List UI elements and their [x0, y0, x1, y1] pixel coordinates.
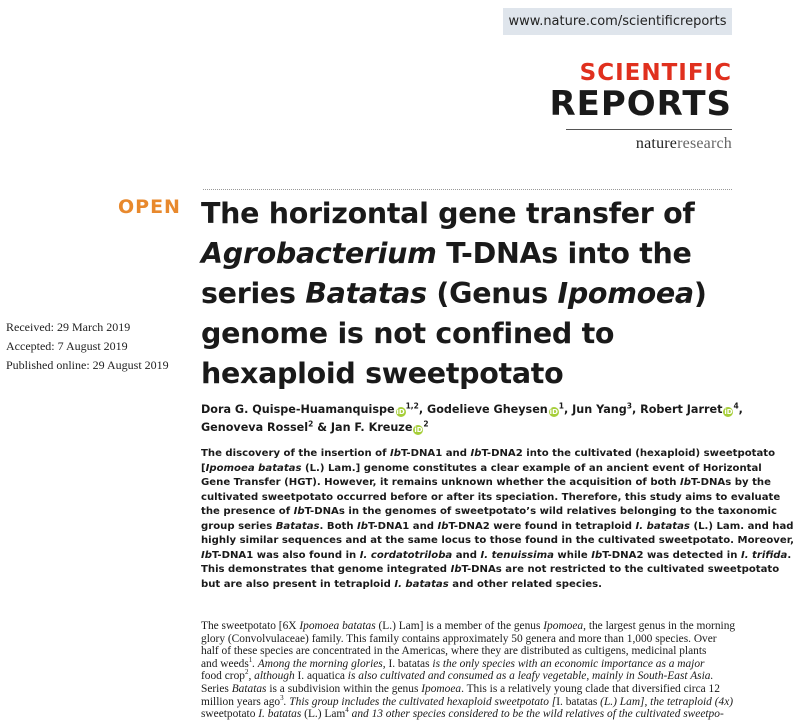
text-segment: is a subdivision within the genus — [266, 682, 422, 695]
text-line — [201, 476, 771, 491]
affiliation-sup: 2 — [308, 419, 314, 429]
text-italic: Ib — [470, 448, 482, 459]
text-segment: and other related species. — [448, 578, 602, 590]
text-line — [201, 447, 776, 462]
text-italic: is the only species with an economic importance as a major — [429, 657, 705, 670]
text-segment: while — [553, 549, 592, 561]
title-line — [201, 194, 741, 234]
affiliation-sup: 1 — [558, 401, 564, 411]
text-italic: Batatas — [275, 520, 320, 532]
text-segment: sweetpotato — [201, 708, 259, 721]
affiliation-sup: 1,2 — [405, 401, 419, 411]
text-segment: I. aquatica — [297, 670, 345, 683]
text-line — [201, 549, 792, 564]
text-line — [201, 708, 738, 721]
author-name[interactable]: Dora G. Quispe-Huamanquispe — [201, 403, 395, 416]
journal-logo-reports: REPORTS — [549, 84, 732, 124]
text-italic: I. trifida — [740, 549, 788, 561]
text-italic: Ib — [201, 549, 212, 561]
text-italic: Ib — [450, 564, 462, 575]
text-italic: Ipomoea batatas — [299, 620, 376, 632]
text-line — [201, 505, 777, 520]
reference-sup[interactable]: 3 — [280, 693, 284, 702]
text-segment: highly similar sequences and at the same locus to those found in the cultivated sweetpotato. Moreover, — [201, 535, 794, 546]
text-segment: (L.) Lam. and had — [689, 520, 794, 532]
affiliation-sup: 4 — [733, 401, 739, 411]
text-segment: . This is a relatively young clade that diversified circa 12 — [461, 682, 720, 695]
author-name[interactable]: , Godelieve Gheysen — [418, 403, 548, 416]
text-italic: Ib — [357, 520, 369, 532]
text-line — [201, 645, 738, 658]
text-italic: I. tenuissima — [480, 549, 554, 561]
text-segment: T-DNA2 was detected in — [602, 549, 741, 561]
text-italic: (L.) Lam], the tetraploid (4x) — [597, 695, 734, 708]
text-italic: I. batatas — [394, 578, 449, 590]
orcid-icon[interactable]: iD — [396, 408, 405, 416]
text-segment: and — [452, 549, 481, 561]
text-segment: but are also present in tetraploid — [201, 578, 395, 590]
text-segment: The discovery of the insertion of — [201, 448, 390, 459]
text-segment: Gene Transfer (HGT). However, it remains unknown whether the acquisition of both — [201, 477, 681, 488]
text-segment: cultivated sweetpotato occurred before or after its speciation. Therefore, this study aims to evaluate — [201, 491, 781, 503]
text-segment: T-DNAs are not restricted to the cultivated sweetpotato — [461, 564, 780, 575]
text-segment: glory (Convolvulaceae) family. This family contains approximately 50 genera and more than 1,000 species. Over — [201, 632, 717, 645]
text-line — [201, 693, 738, 709]
text-segment: . — [787, 549, 792, 561]
text-segment: half of these species are concentrated in the Americas, where they are distributed as cultigens, medicinal plants — [201, 645, 707, 658]
text-italic: . This group includes the cultivated hexaploid sweetpotato [ — [283, 695, 557, 708]
text-segment: group series — [201, 520, 276, 532]
author-name[interactable]: , Robert Jarret — [631, 403, 723, 416]
text-italic: . Among the morning glories, — [252, 657, 389, 670]
text-segment: (L.) Lam.] genome constitutes a clear example of an ancient event of Horizontal — [301, 462, 762, 474]
text-italic: Batatas — [231, 682, 267, 695]
title-text: (Genus — [426, 277, 558, 310]
text-line — [201, 491, 781, 506]
text-segment: , the largest genus in the morning — [583, 620, 736, 632]
accepted-date: Accepted: 7 August 2019 — [6, 339, 128, 353]
text-italic: Ib — [390, 448, 401, 459]
journal-url-banner[interactable]: www.nature.com/scientificreports — [503, 8, 732, 35]
text-line — [201, 520, 794, 535]
text-segment: . Both — [319, 520, 358, 532]
text-italic: I. cordatotriloba — [359, 549, 453, 561]
text-segment: (L.) Lam] is a member of the genus — [375, 620, 544, 632]
journal-logo — [549, 60, 732, 124]
text-segment: T-DNAs in the genomes of sweetpotato’s wild relatives belonging to the taxonomic — [304, 506, 777, 517]
received-date: Received: 29 March 2019 — [6, 320, 131, 334]
title-text: hexaploid sweetpotato — [201, 357, 564, 390]
text-italic: Ib — [293, 506, 305, 517]
text-line — [201, 578, 738, 593]
reference-sup[interactable]: 4 — [345, 706, 349, 715]
publisher-logo-research: research — [677, 135, 732, 152]
text-line — [201, 620, 738, 633]
title-text: series — [201, 277, 306, 310]
author-line — [201, 419, 736, 437]
text-italic: Ipomoea — [421, 682, 462, 695]
author-name[interactable]: Genoveva Rossel — [201, 421, 309, 434]
orcid-icon[interactable]: iD — [724, 408, 733, 416]
article-dates — [6, 318, 169, 375]
text-segment: The sweetpotato [6X — [201, 620, 300, 632]
title-text: T-DNAs into the — [436, 237, 692, 270]
text-line — [201, 633, 738, 646]
text-line — [201, 534, 794, 549]
title-line — [201, 354, 741, 394]
text-segment: (L.) Lam — [301, 708, 346, 721]
text-segment: the presence of — [201, 506, 294, 517]
text-segment: [ — [201, 462, 206, 474]
author-line — [201, 401, 743, 419]
text-segment: T-DNAs by the — [691, 477, 771, 488]
title-text: The horizontal gene transfer of — [201, 197, 695, 230]
title-line — [201, 234, 741, 274]
text-italic: Ipomoea batatas — [205, 462, 302, 474]
text-segment: and weeds — [201, 657, 249, 670]
text-segment: I. batatas — [556, 695, 598, 708]
author-name[interactable]: , Jun Yang — [564, 403, 627, 416]
reference-sup[interactable]: 1 — [248, 655, 253, 664]
affiliation-sup: 3 — [626, 401, 632, 411]
journal-logo-scientific: SCIENTIFIC — [579, 60, 732, 86]
title-text-italic: Ipomoea — [557, 277, 694, 310]
title-text-italic: Agrobacterium — [201, 237, 437, 270]
text-italic: and 13 other species considered to be the wild relatives of the cultivated sweetpo- — [348, 708, 724, 721]
title-text: ) — [693, 277, 707, 310]
text-italic: I. batatas — [635, 520, 690, 532]
text-segment: This demonstrates that genome integrated — [201, 564, 451, 575]
text-segment: T-DNA2 were found in tetraploid — [448, 520, 636, 532]
logo-divider — [566, 129, 732, 130]
title-line — [201, 314, 741, 354]
orcid-icon[interactable]: iD — [414, 426, 423, 434]
title-line — [201, 274, 741, 314]
author-name[interactable]: & Jan F. Kreuze — [313, 421, 413, 434]
text-italic: Ipomoea — [543, 620, 584, 632]
text-italic: I. batatas — [258, 708, 302, 721]
orcid-icon[interactable]: iD — [549, 408, 558, 416]
publisher-logo-nature: nature — [635, 135, 678, 152]
text-italic: Ib — [680, 477, 691, 488]
reference-sup[interactable]: 2 — [244, 668, 249, 677]
title-text: genome is not confined to — [201, 317, 615, 350]
open-access-label: OPEN — [118, 196, 181, 218]
header-divider — [203, 189, 732, 190]
text-segment: T-DNA1 and — [368, 520, 438, 532]
text-italic: Ib — [437, 520, 449, 532]
text-segment: Series — [201, 682, 232, 695]
text-line — [201, 563, 780, 578]
text-segment: food crop — [201, 670, 245, 683]
published-date: Published online: 29 August 2019 — [6, 358, 169, 372]
body-text — [201, 620, 738, 721]
affiliation-sup: 2 — [423, 419, 429, 429]
author-list — [201, 401, 743, 437]
text-italic: is also cultivated and consumed as a leafy vegetable, mainly in South-East Asia. — [344, 670, 714, 683]
text-italic: , although — [248, 670, 298, 683]
text-segment: million years ago — [201, 695, 281, 708]
author-separator: , — [738, 403, 743, 416]
text-line — [201, 462, 762, 477]
text-segment: T-DNA1 and — [400, 448, 471, 459]
text-segment: T-DNA1 was also found in — [211, 549, 360, 561]
title-text-italic: Batatas — [305, 277, 427, 310]
text-italic: Ib — [591, 549, 603, 561]
text-segment: I. batatas — [388, 657, 430, 670]
article-title — [201, 194, 741, 394]
text-line — [201, 655, 738, 671]
text-segment: T-DNA2 into the cultivated (hexaploid) sweetpotato — [481, 448, 776, 459]
abstract — [201, 447, 794, 592]
text-line — [201, 670, 738, 683]
publisher-logo — [636, 135, 732, 153]
